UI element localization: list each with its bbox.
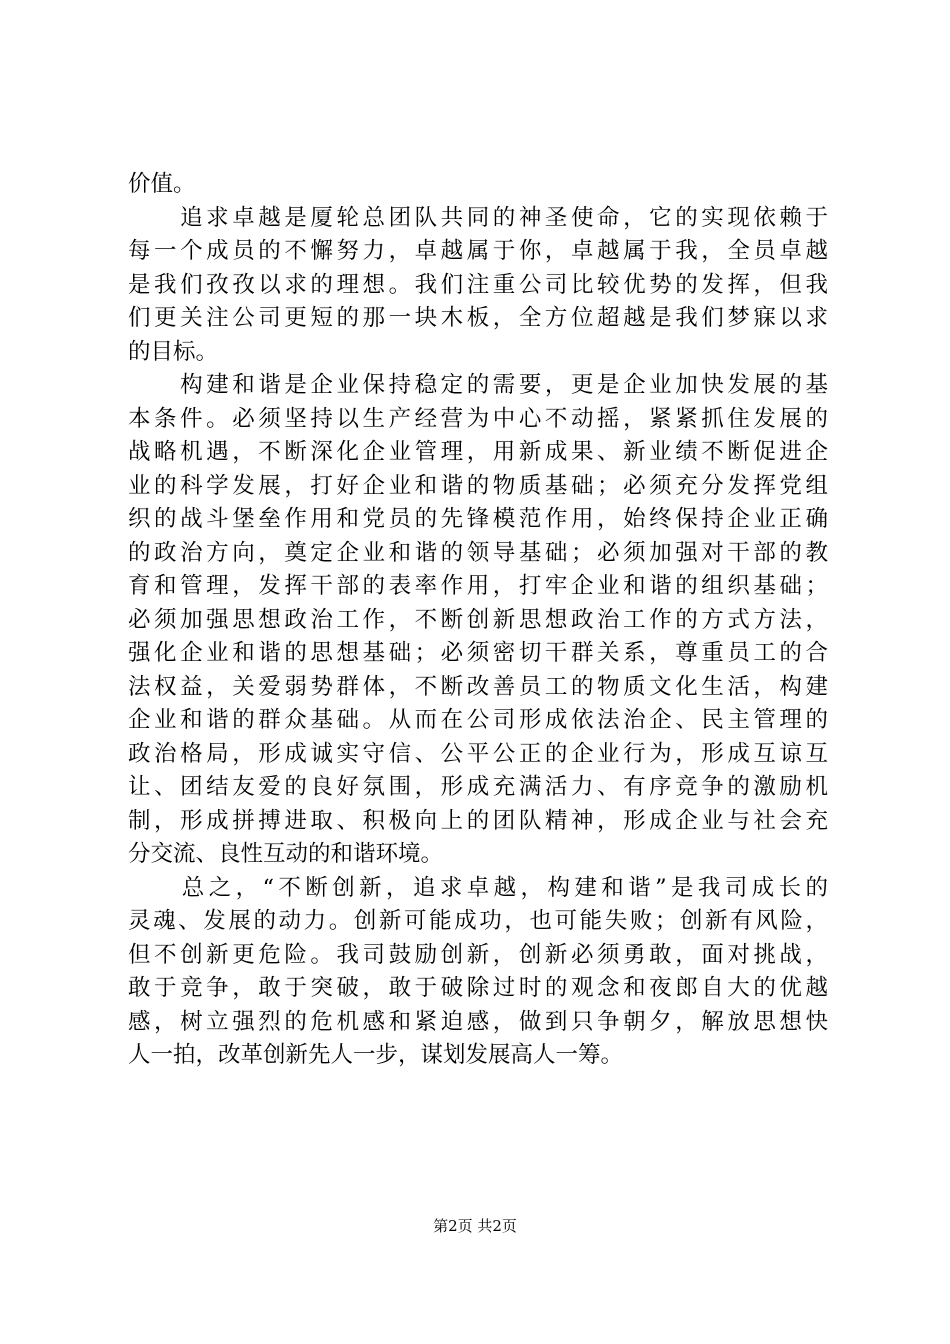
text-line: 本条件。必须坚持以生产经营为中心不动摇，紧紧抓住发展的 [128, 405, 828, 432]
text-line: 的目标。 [128, 338, 219, 365]
page-footer: 第2页 共2页 [433, 1217, 517, 1235]
text-line: 让、团结友爱的良好氛围，形成充满活力、有序竞争的激励机 [128, 774, 828, 800]
text-line: 感，树立强烈的危机感和紧迫感，做到只争朝夕，解放思想快 [128, 1008, 828, 1035]
text-line: 每一个成员的不懈努力，卓越属于你，卓越属于我，全员卓越 [128, 238, 828, 264]
text-line: 价值。 [128, 171, 196, 197]
text-line: 但不创新更危险。我司鼓励创新，创新必须勇敢，面对挑战， [128, 941, 828, 968]
text-line: 必须加强思想政治工作，不断创新思想政治工作的方式方法， [128, 606, 828, 633]
text-line: 育和管理，发挥干部的表率作用，打牢企业和谐的组织基础； [128, 573, 828, 599]
text-line: 制，形成拼搏进取、积极向上的团队精神，形成企业与社会充 [128, 807, 828, 834]
text-line: 强化企业和谐的思想基础；必须密切干群关系，尊重员工的合 [128, 640, 828, 666]
text-line: 法权益，关爱弱势群体，不断改善员工的物质文化生活，构建 [128, 673, 828, 700]
text-line: 构建和谐是企业保持稳定的需要，更是企业加快发展的基 [128, 372, 828, 398]
text-line: 人一拍，改革创新先人一步，谋划发展高人一筹。 [128, 1042, 624, 1068]
text-line: 灵魂、发展的动力。创新可能成功，也可能失败；创新有风险， [128, 908, 828, 934]
text-line: 们更关注公司更短的那一块木板，全方位超越是我们梦寐以求 [128, 305, 828, 331]
text-line: 战略机遇，不断深化企业管理，用新成果、新业绩不断促进企 [128, 439, 828, 465]
text-line: 企业和谐的群众基础。从而在公司形成依法治企、民主管理的 [128, 707, 828, 733]
text-line: 追求卓越是厦轮总团队共同的神圣使命，它的实现依赖于 [128, 204, 828, 231]
text-line: 织的战斗堡垒作用和党员的先锋模范作用，始终保持企业正确 [128, 506, 828, 532]
text-line: 是我们孜孜以求的理想。我们注重公司比较优势的发挥，但我 [128, 271, 828, 298]
text-line: 敢于竞争，敢于突破，敢于破除过时的观念和夜郎自大的优越 [128, 975, 828, 1001]
text-line: 分交流、良性互动的和谐环境。 [128, 841, 444, 867]
text-line: 的政治方向，奠定企业和谐的领导基础；必须加强对干部的教 [128, 539, 828, 566]
text-line: 政治格局，形成诚实守信、公平公正的企业行为，形成互谅互 [128, 740, 828, 767]
text-line: 业的科学发展，打好企业和谐的物质基础；必须充分发挥党组 [128, 472, 828, 499]
text-line: 总之，“不断创新，追求卓越，构建和谐”是我司成长的 [128, 874, 828, 901]
document-body [128, 168, 828, 1073]
